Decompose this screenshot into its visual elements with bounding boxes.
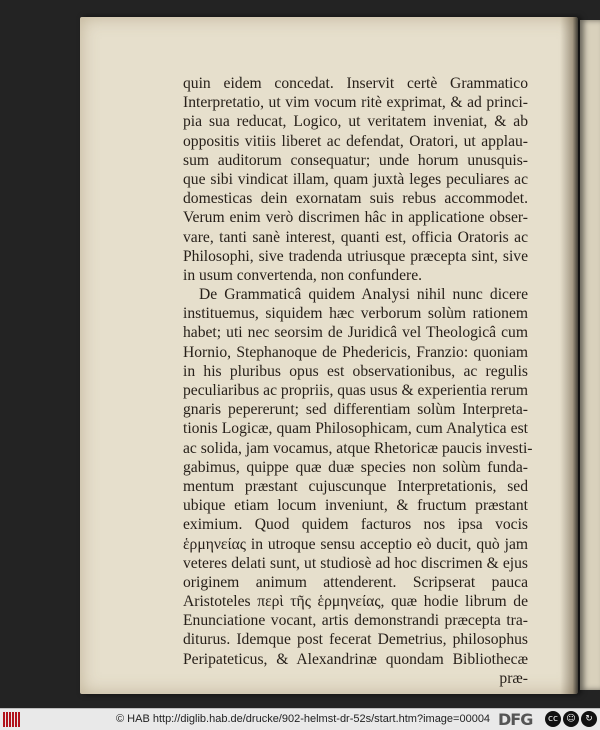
text-line: gnaris pepererunt; sed differentiam solùm Interpreta-: [183, 401, 528, 419]
text-line: gabimus, quippe quæ duæ species non solùm funda-: [183, 458, 528, 476]
library-logo-icon: [3, 712, 21, 727]
text-line: sum auditorum consequatur; unde horum unusquis-: [183, 151, 528, 169]
text-line: originem animum attenderent. Scripserat pauca: [183, 573, 528, 591]
text-line: De Grammaticâ quidem Analysi nihil nunc dicere: [199, 286, 528, 304]
text-line: ubique etiam locum inveniunt, & fructum præstant: [183, 497, 528, 515]
text-line: diturus. Idemque post fecerat Demetrius, philosophus: [183, 631, 528, 649]
sa-icon: ↻: [581, 711, 597, 727]
copyright-link[interactable]: © HAB http://diglib.hab.de/drucke/902-helmst-dr-52s/start.htm?image=00004: [116, 713, 491, 725]
text-line: Hornio, Stephanoque de Phedericis, Franzio: quoniam: [183, 343, 528, 361]
text-line: eximium. Quod quidem facturos nos ipsa vocis: [183, 516, 528, 534]
text-line: Verum enim verò discrimen hâc in applicatione obser-: [183, 209, 528, 227]
text-line: mentum præstant cujuscunque Interpretationis, sed: [183, 477, 528, 495]
book-gutter: [560, 17, 578, 694]
text-line: peculiaribus ac propriis, quas usus & experientia rerum: [183, 382, 528, 399]
text-line: quin eidem concedat. Inservit certè Grammatico: [183, 75, 528, 92]
text-line: Philosophi, sive tradenda utriusque præcepta sint, sive: [183, 247, 528, 265]
text-line: oppositis vitiis liberet ac defendat, Oratori, ut applau-: [183, 132, 528, 150]
text-line: veteres delati sunt, ut studiosè ad hoc discrimen & ejus: [183, 554, 528, 572]
text-line: habet; uti nec seorsim de Juridicâ vel Theologicâ cum: [183, 324, 528, 342]
text-line: ac solida, jam vocamus, atque Rhetoricæ paucis investi-: [183, 439, 533, 457]
text-line: in his pluribus opus est observationibus, ac regulis: [183, 362, 528, 380]
text-line: ἑρμηνείας in utroque sensu acceptio eò ducit, quò jam: [183, 535, 528, 553]
text-line: tionis Logicæ, quam Philosophicam, cum Analytica est: [183, 420, 528, 438]
text-line: Enunciatione vocant, artis demonstrandi præcepta tra-: [183, 612, 528, 630]
text-line: pia sua reducat, Logico, ut veritatem inveniat, & ab: [183, 113, 528, 131]
text-line: instituemus, siquidem hæc verborum solùm rationem: [183, 305, 528, 323]
text-line: Peripateticus, & Alexandrinæ quondam Bibliothecæ: [183, 650, 528, 668]
by-icon: ☺: [563, 711, 579, 727]
text-line: Interpretatio, ut vim vocum ritè exprimat, & ad princi-: [183, 94, 528, 112]
catchword: præ-: [499, 669, 528, 687]
text-line: Aristoteles περὶ τῆς ἑρμηνείας, quæ hodie librum de: [183, 593, 528, 611]
page-text: [183, 74, 533, 688]
text-line: in usum convertenda, non confundere.: [183, 266, 423, 284]
dfg-logo: DFG: [498, 710, 533, 729]
viewer-footer: [0, 708, 600, 730]
cc-icon: cc: [545, 711, 561, 727]
text-line: que sibi vindicat illam, quam juxtà leges peculiares ac: [183, 170, 528, 188]
next-page-edge: [580, 20, 600, 690]
text-line: domesticas dein exornatam suis rebus accommodet.: [183, 190, 528, 208]
text-line: vare, tanti sanè interest, quanti est, officia Oratoris ac: [183, 228, 528, 246]
